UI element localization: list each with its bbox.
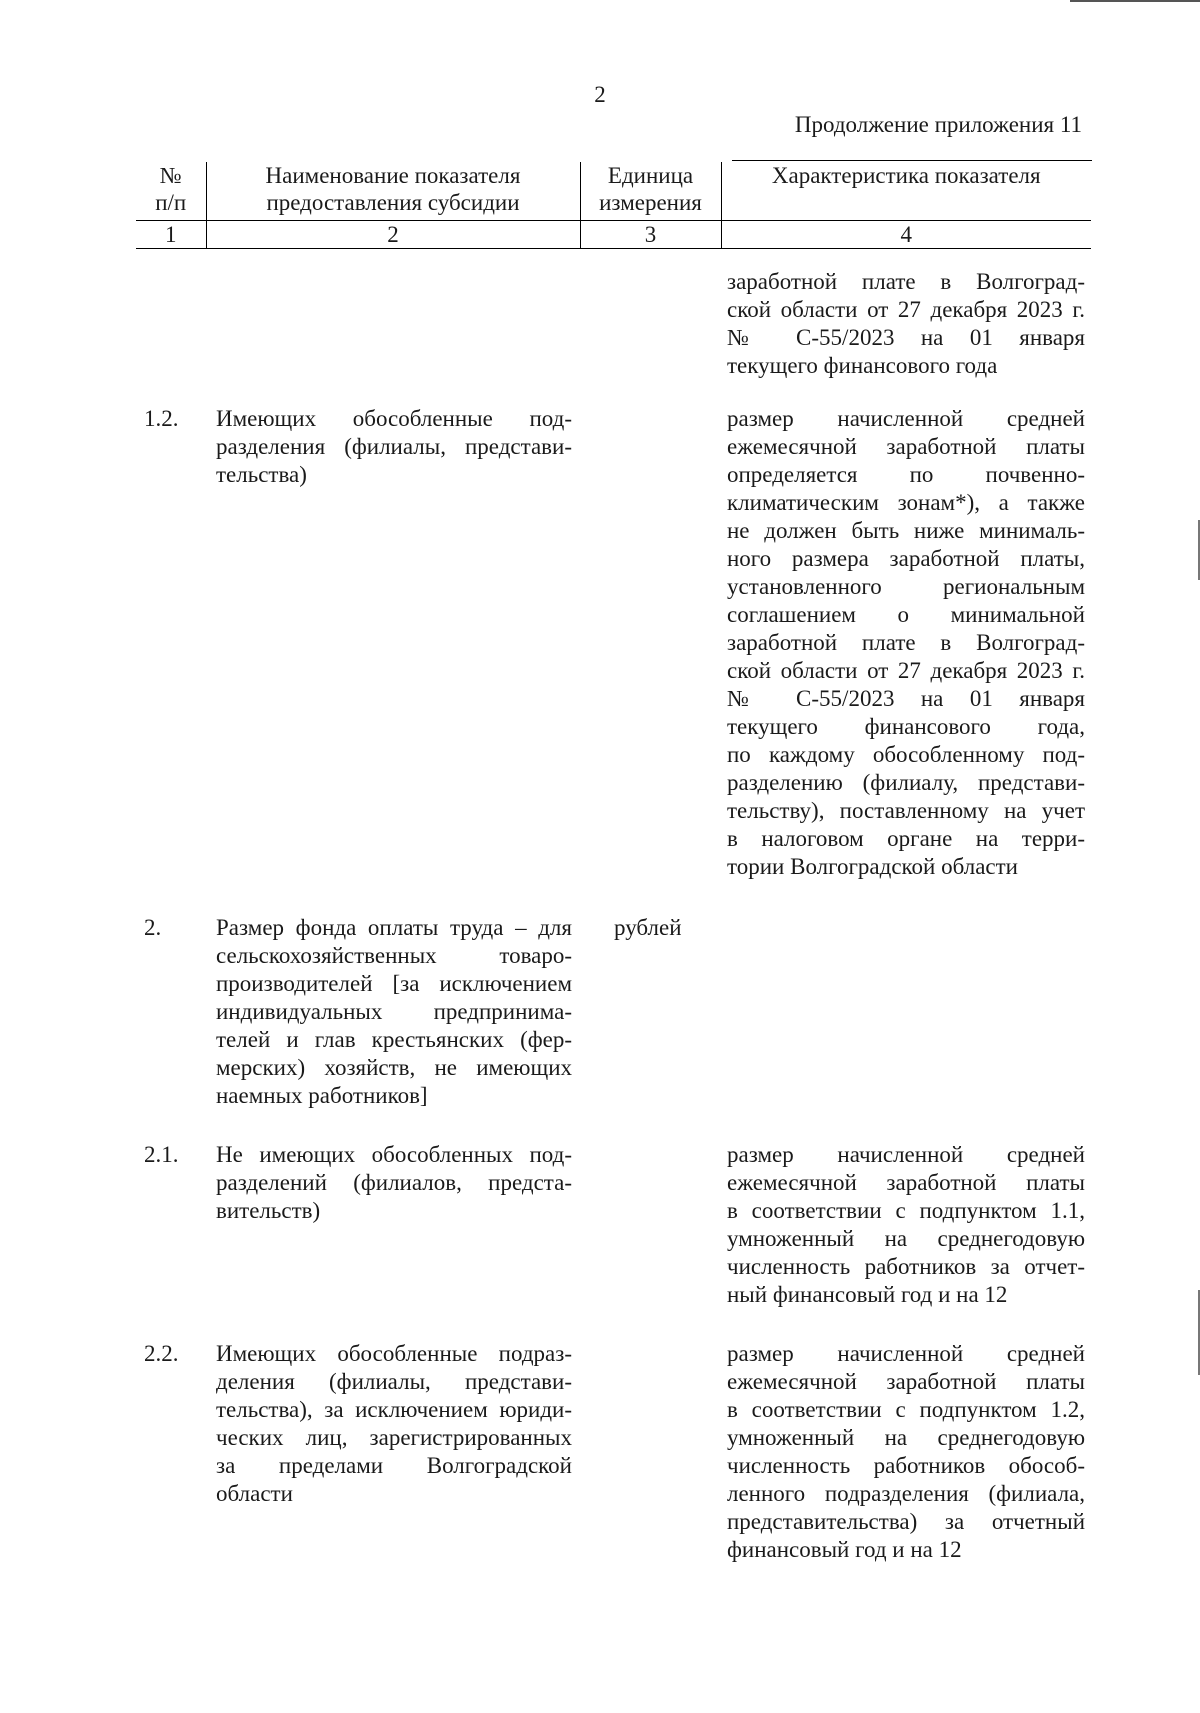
- row-number: 2.2.: [144, 1341, 179, 1366]
- header-cell-number: № п/п: [136, 162, 206, 221]
- indicator-characteristic: размер начисленной средней ежемесячной заработной платы в соответствии с подпунктом 1.2, умноженный на среднегодовую численность работников обособ- ленного подразделения (филиала, представительства) за отчетный финансовый год и на 12: [727, 1341, 1085, 1562]
- row-number: 2.1.: [144, 1142, 179, 1167]
- indicator-name: Не имеющих обособленных под- разделений (филиалов, предста- вительств): [216, 1142, 572, 1223]
- indicator-name: Размер фонда оплаты труда – для сельскохозяйственных товаро- производителей [за исключением индивидуальных предпринима- телей и глав крестьянских (фер- мерских) хозяйств, не имеющих наемных работников]: [216, 915, 572, 1108]
- header-row: [136, 162, 1091, 221]
- indicator-characteristic: размер начисленной средней ежемесячной заработной платы в соответствии с подпунктом 1.1, умноженный на среднегодовую численность работников за отчет- ный финансовый год и на 12: [727, 1142, 1085, 1307]
- column-number: 4: [721, 221, 1091, 249]
- continued-characteristic: заработной плате в Волгоград- ской области от 27 декабря 2023 г. № С-55/2023 на 01 января текущего финансового года: [727, 269, 1085, 378]
- column-number: 3: [580, 221, 721, 249]
- indicator-characteristic: размер начисленной средней ежемесячной заработной платы определяется по почвенно- климатическим зонам*), а также не должен быть ниже минималь- ного размера заработной платы, установленного региональным соглашением о минимальной заработной плате в Волгоград- ской области от 27 декабря 2023 г. № С-55/2023 на 01 января текущего финансового года, по каждому обособленному под- разделению (филиалу, представи- тельству), поставленному на учет в налоговом органе на терри- тории Волгоградской области: [727, 406, 1085, 879]
- continuation-title: Продолжение приложения 11: [794, 112, 1082, 137]
- column-number-row: [136, 221, 1091, 249]
- column-number: 1: [136, 221, 206, 249]
- unit-of-measure: рублей: [614, 915, 682, 940]
- indicator-name: Имеющих обособленные подраз- деления (филиалы, представи- тельства), за исключением юриди- ческих лиц, зарегистрированных за пределами Волгоградской области: [216, 1341, 572, 1506]
- page-number: 2: [594, 82, 606, 107]
- header-cell-unit: Единица измерения: [580, 162, 721, 221]
- column-number: 2: [206, 221, 580, 249]
- header-top-rule: [732, 160, 1092, 161]
- corner-scan-line: [1070, 0, 1200, 2]
- header-cell-name: Наименование показателя предоставления субсидии: [206, 162, 580, 221]
- row-number: 2.: [144, 915, 162, 940]
- indicator-name: Имеющих обособленные под- разделения (филиалы, представи- тельства): [216, 406, 572, 487]
- row-number: 1.2.: [144, 406, 179, 431]
- header-cell-characteristic: Характеристика показателя: [721, 162, 1091, 221]
- table-header: [136, 162, 1091, 249]
